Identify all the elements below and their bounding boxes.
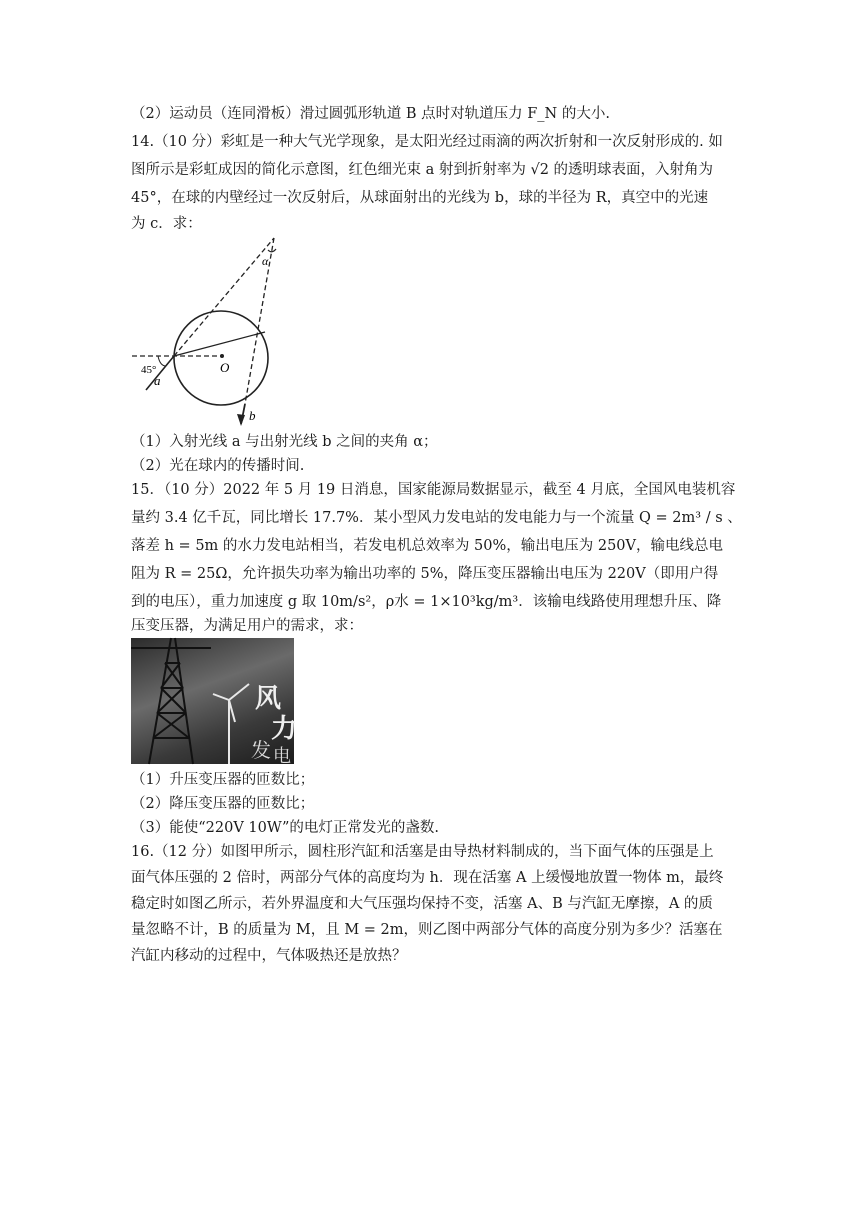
q15-line1: 15．（10 分）2022 年 5 月 19 日消息，国家能源局数据显示，截至 4 月底，全国风电装机容 (131, 482, 736, 498)
ray-b-arrowhead (237, 414, 245, 426)
label-a: a (154, 373, 161, 388)
angle-arc-45 (158, 356, 166, 366)
pylon (131, 638, 211, 764)
q13-part2: （2）运动员（连同滑板）滑过圆弧形轨道 B 点时对轨道压力 F_N 的大小. (131, 106, 610, 122)
photo-text-li: 力 (271, 714, 298, 744)
q16-line1: 16.（12 分）如图甲所示，圆柱形汽缸和活塞是由导热材料制成的，当下面气体的压强是上 (131, 844, 714, 860)
q15-sub2: （2）降压变压器的匝数比； (131, 796, 315, 812)
rainbow-diagram (128, 232, 298, 428)
q14-sub2: （2）光在球内的传播时间. (131, 458, 305, 474)
q15-sub1: （1）升压变压器的匝数比； (131, 772, 315, 788)
q16-line2: 面气体压强的 2 倍时，两部分气体的高度均为 h．现在活塞 A 上缓慢地放置一物体 m，最终 (131, 870, 724, 886)
label-b: b (249, 408, 256, 423)
turbine (213, 684, 249, 764)
refracted-ray (174, 332, 265, 356)
q16-line3: 稳定时如图乙所示，若外界温度和大气压强均保持不变，活塞 A、B 与汽缸无摩擦，A 的质 (131, 896, 713, 912)
q15-line3: 落差 h = 5m 的水力发电站相当，若发电机总效率为 50%，输出电压为 250V，输电线总电 (131, 538, 723, 554)
q14-line4: 为 c．求： (131, 216, 202, 232)
photo-text-feng: 风 (255, 684, 282, 714)
q16-line5: 汽缸内移动的过程中，气体吸热还是放热？ (131, 948, 407, 964)
label-alpha: α (262, 254, 269, 268)
wind-power-photo (131, 638, 298, 767)
photo-text-fa: 发 (251, 738, 271, 762)
q14-sub1: （1）入射光线 a 与出射光线 b 之间的夹角 α； (131, 434, 438, 450)
q15-line6: 压变压器，为满足用户的需求，求： (131, 618, 363, 634)
label-45: 45° (141, 364, 157, 376)
q15-line5: 到的电压），重力加速度 g 取 10m/s²，ρ水 = 1×10³kg/m³．该输电线路使用理想升压、降 (131, 594, 722, 610)
q14-line1: 14.（10 分）彩虹是一种大气光学现象，是太阳光经过雨滴的两次折射和一次反射形成的. 如 (131, 134, 723, 150)
q15-line2: 量约 3.4 亿千瓦，同比增长 17.7%．某小型风力发电站的发电能力与一个流量 Q = 2m³ / s 、 (131, 510, 742, 526)
q16-line4: 量忽略不计，B 的质量为 M，且 M = 2m，则乙图中两部分气体的高度分别为多少？活塞在 (131, 922, 723, 938)
q14-line3: 45°，在球的内壁经过一次反射后，从球面射出的光线为 b，球的半径为 R，真空中的光速 (131, 190, 709, 206)
dashed-extension-a (174, 238, 274, 356)
q14-line2: 图所示是彩虹成因的简化示意图，红色细光束 a 射到折射率为 √2 的透明球表面，入射角为 (131, 162, 714, 178)
label-O: O (220, 360, 230, 375)
q15-line4: 阻为 R = 25Ω，允许损失功率为输出功率的 5%，降压变压器输出电压为 220V（即用户得 (131, 566, 719, 582)
q15-sub3: （3）能使“220V 10W”的电灯正常发光的盏数. (131, 820, 440, 836)
sphere-circle (174, 311, 268, 405)
photo-text-dian: 电 (273, 746, 291, 767)
